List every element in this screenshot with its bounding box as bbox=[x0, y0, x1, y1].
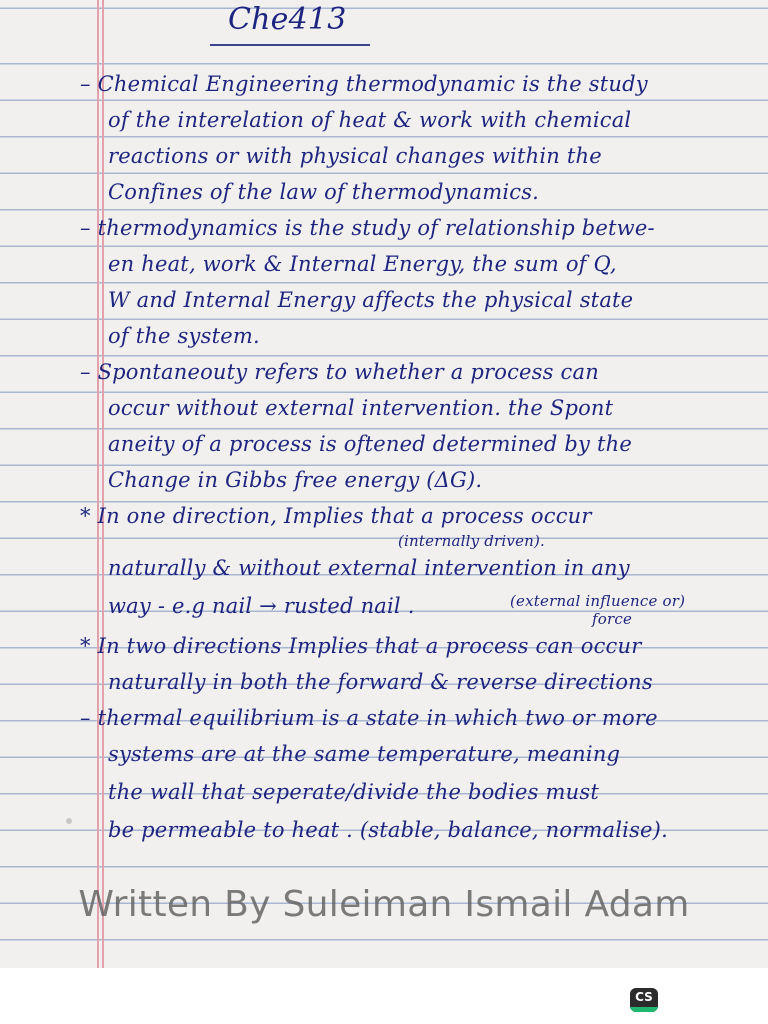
note-line: – Chemical Engineering thermodynamic is the study bbox=[80, 72, 648, 96]
note-line: – thermodynamics is the study of relationship betwe- bbox=[80, 216, 655, 240]
note-line: reactions or with physical changes within the bbox=[108, 144, 602, 168]
note-line: be permeable to heat . (stable, balance, normalise). bbox=[108, 818, 668, 842]
note-line: naturally & without external intervention in any bbox=[108, 556, 630, 580]
punch-hole bbox=[66, 818, 72, 824]
note-line: – Spontaneouty refers to whether a process can bbox=[80, 360, 599, 384]
margin-line bbox=[97, 0, 99, 968]
note-line: of the system. bbox=[108, 324, 260, 348]
note-line: naturally in both the forward & reverse directions bbox=[108, 670, 653, 694]
note-line: * In two directions Implies that a process can occur bbox=[80, 634, 642, 658]
page-title: Che413 bbox=[228, 2, 347, 37]
note-line: occur without external intervention. the Spont bbox=[108, 396, 614, 420]
margin-line bbox=[102, 0, 104, 968]
margin-annotation: (external influence or) bbox=[510, 592, 686, 610]
margin-annotation: force bbox=[592, 610, 633, 628]
scanner-badge-label: CS bbox=[635, 990, 653, 1004]
note-line: aneity of a process is oftened determined by the bbox=[108, 432, 632, 456]
title-underline bbox=[210, 44, 370, 46]
scanner-badge-bar bbox=[630, 1007, 658, 1012]
note-line: W and Internal Energy affects the physical state bbox=[108, 288, 634, 312]
note-line: of the interelation of heat & work with chemical bbox=[108, 108, 632, 132]
note-line: en heat, work & Internal Energy, the sum of Q, bbox=[108, 252, 617, 276]
camscanner-icon bbox=[630, 988, 658, 1012]
author-watermark: Written By Suleiman Ismail Adam bbox=[78, 884, 690, 925]
note-line: the wall that seperate/divide the bodies must bbox=[108, 780, 599, 804]
note-line: Change in Gibbs free energy (ΔG). bbox=[108, 468, 483, 492]
note-line: systems are at the same temperature, meaning bbox=[108, 742, 621, 766]
note-line: * In one direction, Implies that a process occur bbox=[80, 504, 592, 528]
margin-annotation: (internally driven). bbox=[398, 532, 546, 550]
note-line: Confines of the law of thermodynamics. bbox=[108, 180, 540, 204]
note-line: – thermal equilibrium is a state in which two or more bbox=[80, 706, 658, 730]
note-line: way - e.g nail → rusted nail . bbox=[108, 594, 415, 618]
